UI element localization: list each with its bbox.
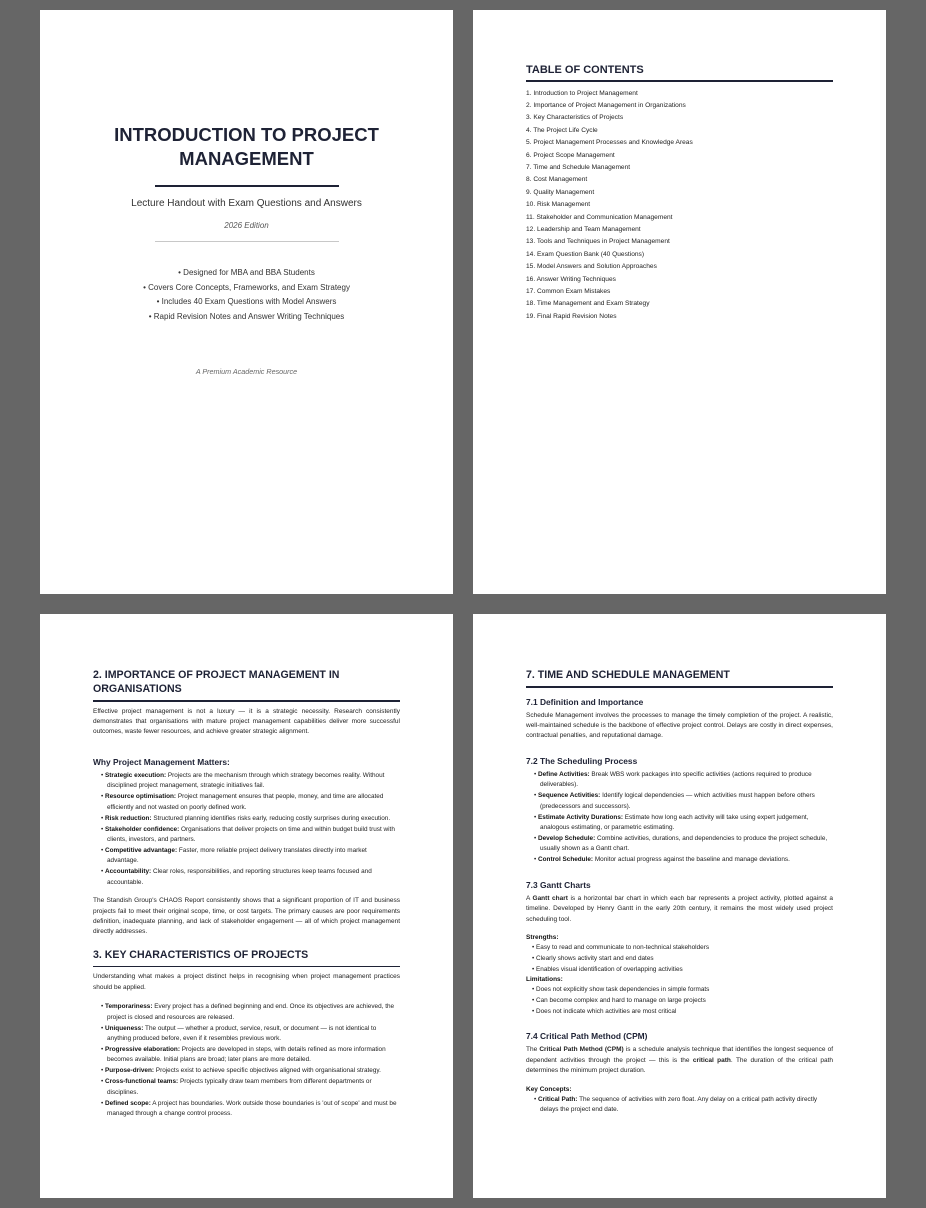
item-text: Clear roles, responsibilities, and reporting structures keep teams focused and accountable. [107, 868, 372, 886]
item-text: A project has boundaries. Work outside those boundaries is 'out of scope' and must be managed through a change control process. [107, 1099, 397, 1118]
subsection-7-2-heading: 7.2 The Scheduling Process [526, 755, 638, 766]
list-item: • Critical Path: The sequence of activities with zero float. Any delay on a critical path activity directly delays the project end date. [534, 1095, 818, 1113]
item-term: Estimate Activity Durations: [538, 813, 624, 821]
list-item: • Control Schedule: Monitor actual progress against the baseline and manage deviations. [534, 856, 790, 864]
bold-term: Gantt chart [532, 894, 568, 902]
subsection-7-1-heading: 7.1 Definition and Importance [526, 696, 644, 707]
toc-title: TABLE OF CONTENTS [526, 64, 644, 76]
list-item: • Uniqueness: The output — whether a product, service, result, or document — is not identical to anything produced before, even if it resembles previous work. [101, 1024, 377, 1042]
item-term: Stakeholder confidence: [105, 825, 180, 833]
list-item: • Cross-functional teams: Projects typically draw team members from different departments or disciplines. [101, 1078, 372, 1096]
toc-item[interactable]: 9. Quality Management [526, 188, 595, 196]
item-term: Temporariness: [105, 1003, 153, 1011]
cover-bullet: • Designed for MBA and BBA Students [178, 268, 315, 277]
text-run: The [526, 1046, 540, 1054]
key-concepts-label: Key Concepts: [526, 1085, 572, 1093]
toc-item[interactable]: 3. Key Characteristics of Projects [526, 114, 624, 122]
cpm-paragraph [526, 1045, 833, 1076]
text-run: A [526, 894, 533, 902]
item-text: Organisations that deliver projects on time and within budget build trust with clients, investors, and partners. [107, 825, 395, 843]
list-item: • Stakeholder confidence: Organisations that deliver projects on time and within budget build trust with clients, investors, and partners. [101, 825, 395, 843]
item-text: Project management ensures that people, money, and time are allocated efficiently and not wasted on poorly defined work. [107, 793, 384, 811]
section-2-heading: 2. IMPORTANCE OF PROJECT MANAGEMENT IN ORGANISATIONS [93, 669, 340, 695]
list-item: • Purpose-driven: Projects exist to achieve specific objectives aligned with organisational strategy. [101, 1067, 381, 1075]
toc-list [526, 88, 833, 324]
list-item: • Estimate Activity Durations: Estimate how long each activity will take using expert judgement, analogous estimating, or parametric estimating. [534, 813, 809, 831]
item-term: Define Activities: [538, 770, 590, 778]
item-text: Projects are the mechanism through which strategy becomes reality. Without disciplined project management, strategic initiatives fail. [107, 771, 385, 790]
toc-item[interactable]: 11. Stakeholder and Communication Management [526, 213, 673, 221]
item-term: Risk reduction: [105, 814, 152, 822]
limitations-list [526, 985, 833, 1017]
subsection-7-1-paragraph: Schedule Management involves the processes to manage the timely completion of the project. A realistic, well-maintained schedule is the backbone of effective project control. Delays are costly in direct expenses, contractual penalties, and reputational damage. [526, 711, 833, 740]
item-term: Critical Path: [538, 1095, 578, 1103]
toc-item[interactable]: 8. Cost Management [526, 176, 588, 184]
gantt-paragraph [526, 894, 833, 925]
section-3-heading: 3. KEY CHARACTERISTICS OF PROJECTS [93, 948, 309, 961]
item-text: Monitor actual progress against the baseline and manage deviations. [593, 856, 790, 864]
item-text: Faster, more reliable project delivery translates directly into market advantage. [107, 846, 367, 865]
item-text: Structured planning identifies risks early, reducing costly surprises during execution. [151, 814, 391, 822]
item-text: Combine activities, durations, and dependencies to produce the project schedule, usually shown as a Gantt chart. [540, 834, 828, 853]
section-2-intro: Effective project management is not a luxury — it is a strategic necessity. Research consistently demonstrates that organisations with mature project management capabilities deliver more successful outcomes, waste fewer resources, and achieve greater strategic alignment. [93, 707, 400, 736]
list-item: • Progressive elaboration: Projects are developed in steps, with details refined as more information becomes available. Initial plans are broad; later plans are more detailed. [101, 1045, 386, 1064]
list-item: • Strategic execution: Projects are the mechanism through which strategy becomes reality. Without disciplined project management, strategic initiatives fail. [101, 771, 385, 790]
toc-item[interactable]: 13. Tools and Techniques in Project Management [526, 238, 670, 246]
scheduling-steps-list [526, 770, 833, 866]
cover-bullet: • Rapid Revision Notes and Answer Writing Techniques [148, 311, 345, 321]
list-item: • Temporariness: Every project has a defined beginning and end. Once its objectives are achieved, the project is closed and resources are released. [101, 1003, 395, 1021]
list-item: • Does not explicitly show task dependencies in simple formats [532, 985, 710, 993]
list-item: • Does not indicate which activities are most critical [532, 1007, 677, 1015]
text-run: is a horizontal bar chart in which each bar represents a project activity, plotted against a timeline. Developed by Henry Gantt in the early 20th century, it remains the most widely used project scheduling tool. [526, 894, 834, 923]
section-divider [526, 686, 833, 688]
cover-subtitle: Lecture Handout with Exam Questions and Answers [131, 198, 362, 209]
characteristics-list [93, 1002, 400, 1119]
toc-item[interactable]: 6. Project Scope Management [526, 151, 615, 159]
list-item: • Clearly shows activity start and end dates [532, 954, 654, 962]
cover-edition: 2026 Edition [224, 221, 269, 230]
cover-title: INTRODUCTION TO PROJECT MANAGEMENT [114, 124, 379, 169]
cover-divider [155, 185, 339, 187]
item-term: Uniqueness: [105, 1024, 144, 1032]
item-text: Every project has a defined beginning and end. Once its objectives are achieved, the project is closed and resources are released. [107, 1003, 395, 1021]
item-term: Control Schedule: [538, 856, 594, 864]
strengths-list [526, 943, 833, 975]
item-term: Strategic execution: [105, 771, 167, 779]
item-term: Progressive elaboration: [105, 1045, 180, 1053]
item-term: Purpose-driven: [105, 1067, 155, 1075]
list-item: • Accountability: Clear roles, responsibilities, and reporting structures keep teams focused and accountable. [101, 868, 372, 886]
why-list [93, 771, 400, 888]
toc-item[interactable]: 4. The Project Life Cycle [526, 126, 598, 134]
item-term: Competitive advantage: [105, 846, 178, 854]
item-text: The sequence of activities with zero float. Any delay on a critical path activity directly delays the project end date. [540, 1095, 818, 1113]
list-item: • Can become complex and hard to manage on large projects [532, 996, 706, 1004]
toc-item[interactable]: 18. Time Management and Exam Strategy [526, 300, 650, 308]
cover-bullet-list [80, 266, 413, 324]
item-text: The output — whether a product, service, result, or document — is not identical to anything produced before, even if it resembles previous work. [107, 1024, 377, 1042]
item-text: Estimate how long each activity will take using expert judgement, analogous estimating, or parametric estimating. [540, 813, 809, 831]
list-item: • Defined scope: A project has boundaries. Work outside those boundaries is 'out of scope' and must be managed through a change control process. [101, 1099, 397, 1118]
toc-item[interactable]: 14. Exam Question Bank (40 Questions) [526, 250, 645, 258]
toc-item[interactable]: 5. Project Management Processes and Knowledge Areas [526, 139, 693, 147]
cover-thin-divider [155, 241, 339, 242]
list-item: • Competitive advantage: Faster, more reliable project delivery translates directly into market advantage. [101, 846, 367, 865]
list-item: • Sequence Activities: Identify logical dependencies — which activities must happen before others (predecessors and successors). [534, 792, 815, 810]
toc-divider [526, 80, 833, 82]
list-item: • Resource optimisation: Project management ensures that people, money, and time are allocated efficiently and not wasted on poorly defined work. [101, 793, 384, 811]
list-item: • Risk reduction: Structured planning identifies risks early, reducing costly surprises during execution. [101, 814, 391, 822]
item-text: Identify logical dependencies — which activities must happen before others (predecessors and successors). [540, 792, 815, 810]
item-term: Sequence Activities: [538, 792, 601, 800]
why-heading: Why Project Management Matters: [93, 756, 230, 767]
item-text: Projects exist to achieve specific objectives aligned with organisational strategy. [154, 1067, 381, 1075]
cover-bullet: • Includes 40 Exam Questions with Model Answers [156, 297, 337, 307]
toc-item[interactable]: 19. Final Rapid Revision Notes [526, 312, 617, 320]
section-7-heading: 7. TIME AND SCHEDULE MANAGEMENT [526, 669, 730, 681]
section-7-page [473, 614, 886, 1198]
list-item: • Define Activities: Break WBS work packages into specific activities (actions required to produce deliverables). [534, 770, 812, 789]
subsection-7-4-heading: 7.4 Critical Path Method (CPM) [526, 1031, 648, 1042]
toc-item[interactable]: 12. Leadership and Team Management [526, 225, 641, 233]
section-3-intro: Understanding what makes a project distinct helps in recognising when project management practices should be applied. [93, 973, 400, 991]
item-term: Accountability: [105, 868, 152, 876]
toc-item[interactable]: 15. Model Answers and Solution Approaches [526, 263, 657, 271]
list-item: • Develop Schedule: Combine activities, durations, and dependencies to produce the project schedule, usually shown as a Gantt chart. [534, 834, 828, 853]
section-divider [93, 700, 400, 702]
item-text: Projects typically draw team members from different departments or disciplines. [107, 1078, 372, 1096]
item-term: Develop Schedule: [538, 834, 596, 842]
cover-bullet: • Covers Core Concepts, Frameworks, and Exam Strategy [143, 282, 350, 292]
item-term: Resource optimisation: [105, 793, 177, 801]
item-term: Defined scope: [105, 1099, 151, 1107]
item-text: Projects are developed in steps, with details refined as more information becomes available. Initial plans are broad; later plans are more detailed. [107, 1045, 386, 1064]
list-item: • Easy to read and communicate to non-technical stakeholders [532, 943, 710, 951]
text-run: is a schedule analysis technique that identifies the longest sequence of dependent activities through the project — this is the [526, 1046, 834, 1064]
toc-item[interactable]: 16. Answer Writing Techniques [526, 275, 616, 283]
section-2-3-page [40, 614, 453, 1198]
key-concepts-list [526, 1095, 833, 1116]
cover-footer: A Premium Academic Resource [195, 367, 298, 377]
item-term: Cross-functional teams: [105, 1078, 179, 1086]
bold-term: Critical Path Method (CPM) [539, 1046, 624, 1054]
strengths-label: Strengths: [526, 933, 559, 941]
chaos-paragraph: The Standish Group's CHAOS Report consistently shows that a significant proportion of IT and business projects fail to meet their original scope, time, or cost targets. The primary causes are poor requirements definition, inadequate planning, and lack of stakeholder engagement — all of which project management directly addresses. [93, 897, 400, 936]
toc-page [473, 10, 886, 594]
list-item: • Enables visual identification of overlapping activities [532, 965, 683, 973]
subsection-7-3-heading: 7.3 Gantt Charts [526, 879, 591, 890]
toc-item[interactable]: 1. Introduction to Project Management [526, 89, 638, 97]
section-divider [93, 966, 400, 968]
item-text: Break WBS work packages into specific activities (actions required to produce deliverables). [540, 770, 812, 789]
bold-term: critical path [692, 1056, 731, 1064]
toc-item[interactable]: 10. Risk Management [526, 201, 591, 209]
text-run: . The duration of the critical path determines the minimum project duration. [526, 1056, 833, 1075]
toc-item[interactable]: 17. Common Exam Mistakes [526, 288, 611, 295]
toc-item[interactable]: 7. Time and Schedule Management [526, 163, 631, 171]
cover-page [40, 10, 453, 594]
toc-item[interactable]: 2. Importance of Project Management in Organizations [526, 101, 686, 109]
limitations-label: Limitations: [526, 975, 563, 983]
